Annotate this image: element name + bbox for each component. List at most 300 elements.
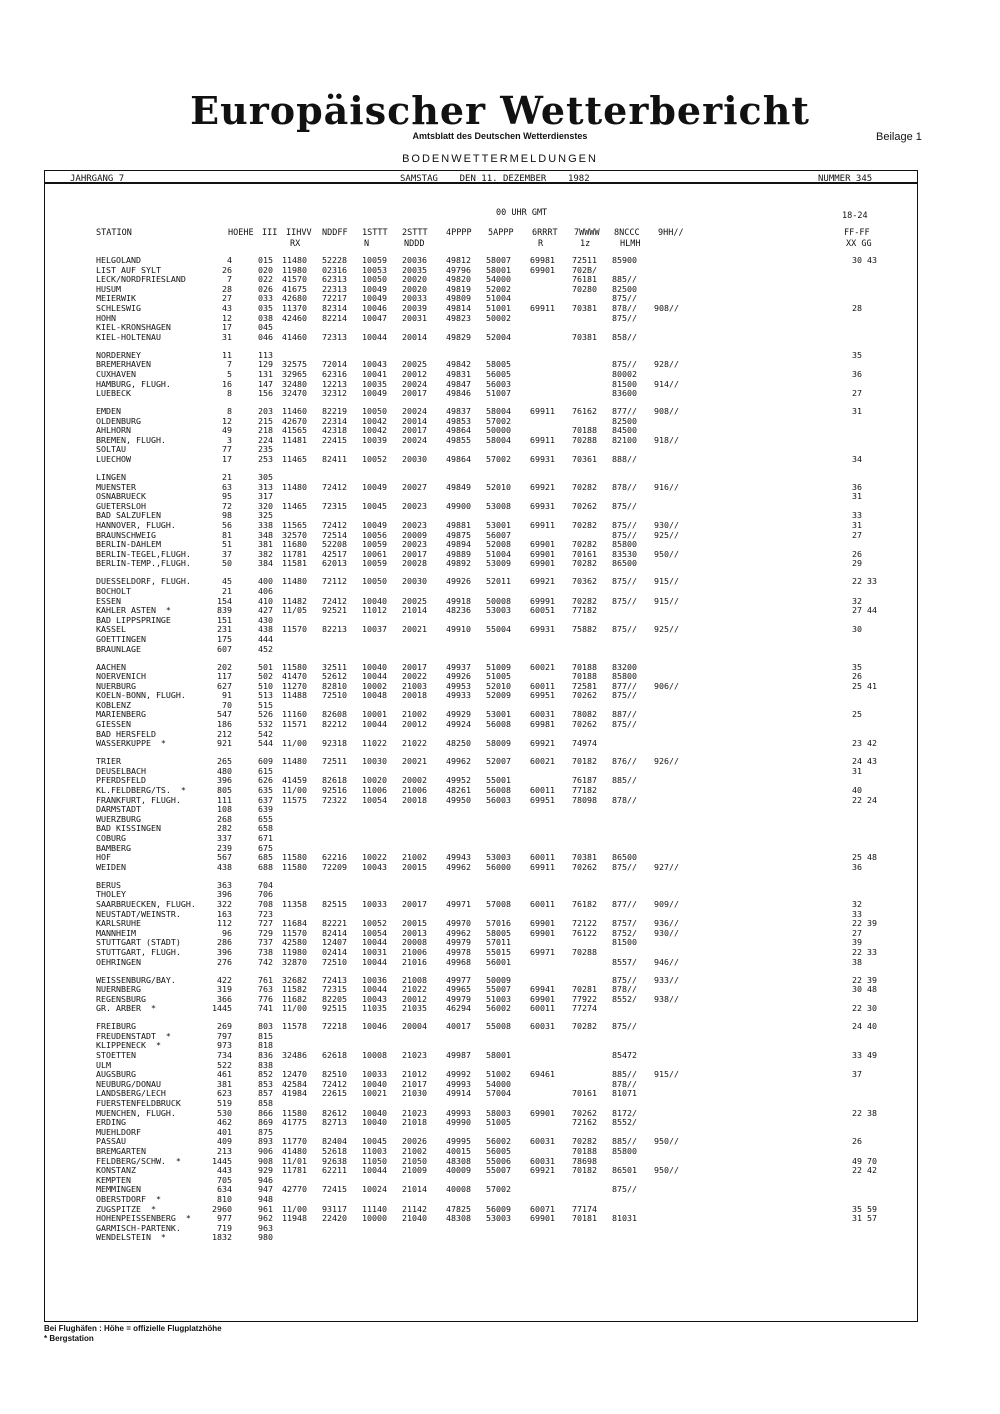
8nccc: 8752/ [612,927,637,938]
8nccc: 85800 [612,539,637,550]
5appp: 53003 [486,1213,511,1224]
6rrrt: 69921 [530,1165,555,1176]
ff-ff: 23 42 [852,738,877,749]
1sttt: 10043 [362,359,387,370]
ff-ff: 39 [852,937,862,948]
ff-ff: 22 33 [852,946,877,957]
2sttt: 20023 [402,539,427,550]
6rrrt: 69901 [530,918,555,929]
height: 401 [217,1126,232,1137]
station-id: 338 [258,520,273,531]
2sttt: 21030 [402,1088,427,1099]
1sttt: 10049 [362,520,387,531]
4pppp: 40015 [446,1145,471,1156]
station-id: 852 [258,1069,273,1080]
station-name: AACHEN [96,661,126,672]
iihvv: 11781 [282,1165,307,1176]
1sttt: 10044 [362,671,387,682]
station-id: 203 [258,406,273,417]
1sttt: 10045 [362,500,387,511]
table-row [96,958,908,968]
7wwww: 70161 [572,1088,597,1099]
5appp: 56000 [486,861,511,872]
height: 8 [227,406,232,417]
4pppp: 49900 [446,500,471,511]
height: 43 [222,302,232,313]
iihvv: 42584 [282,1078,307,1089]
iihvv: 12470 [282,1069,307,1080]
7wwww: 70262 [572,500,597,511]
7wwww: 72511 [572,255,597,265]
2sttt: 21035 [402,1003,427,1014]
station-name: BOCHOLT [96,585,131,596]
5appp: 52009 [486,690,511,701]
4pppp: 49796 [446,264,471,275]
7wwww: 70262 [572,719,597,730]
ff-ff: 35 [852,349,862,360]
nddff: 42318 [322,425,347,436]
table-row [96,691,908,701]
station-id: 639 [258,804,273,815]
6rrrt: 69911 [530,520,555,531]
2sttt: 20033 [402,293,427,304]
7wwww: 70188 [572,671,597,682]
height: 734 [217,1050,232,1061]
station-name: FREUDENSTADT * [96,1030,171,1041]
2sttt: 21006 [402,946,427,957]
station-name: OBERSTDORF * [96,1193,161,1204]
height: 5 [227,368,232,379]
table-row [96,389,908,399]
station-id: 836 [258,1050,273,1061]
7wwww: 70282 [572,481,597,492]
7wwww: 70282 [572,1021,597,1032]
4pppp: 40008 [446,1184,471,1195]
4pppp: 49864 [446,454,471,465]
height: 1832 [212,1232,232,1243]
8nccc: 875// [612,312,637,323]
ff-ff: 27 44 [852,605,877,616]
height: 705 [217,1174,232,1185]
7wwww: 70282 [572,520,597,531]
ff-ff: 22 24 [852,794,877,805]
station-name: BRAUNLAGE [96,643,141,654]
6rrrt: 69911 [530,861,555,872]
iihvv: 11580 [282,852,307,863]
station-id: 513 [258,690,273,701]
station-id: 729 [258,927,273,938]
iihvv: 11270 [282,680,307,691]
height: 269 [217,1021,232,1032]
height: 175 [217,633,232,644]
1sttt: 10033 [362,898,387,909]
nddff: 32511 [322,661,347,672]
iihvv: 11480 [282,255,307,265]
4pppp: 49837 [446,406,471,417]
5appp: 51004 [486,548,511,559]
station-id: 675 [258,842,273,853]
2sttt: 20028 [402,558,427,569]
1sttt: 10044 [362,937,387,948]
8nccc: 82500 [612,283,637,294]
2sttt: 20014 [402,331,427,342]
nddff: 52618 [322,1145,347,1156]
5appp: 52008 [486,539,511,550]
nddff: 82414 [322,927,347,938]
iihvv: 42770 [282,1184,307,1195]
station-name: CUXHAVEN [96,368,136,379]
8nccc: 875// [612,624,637,635]
6rrrt: 69951 [530,794,555,805]
height: 396 [217,946,232,957]
4pppp: 49831 [446,368,471,379]
5appp: 55007 [486,984,511,995]
nddff: 82314 [322,302,347,313]
7wwww: 70288 [572,946,597,957]
col-header-12: FF-FF [844,228,870,238]
iihvv: 42680 [282,293,307,304]
nddff: 22313 [322,283,347,294]
5appp: 58004 [486,434,511,445]
8nccc: 8557/ [612,956,637,967]
ff-ff: 26 [852,548,862,559]
4pppp: 49950 [446,794,471,805]
8nccc: 8757/ [612,918,637,929]
6rrrt: 69931 [530,624,555,635]
nddff: 62013 [322,558,347,569]
station-id: 317 [258,491,273,502]
col-subheader-0: RX [290,239,301,249]
station-name: BAMBERG [96,842,131,853]
iihvv: 11580 [282,861,307,872]
station-id: 908 [258,1155,273,1166]
5appp: 57016 [486,918,511,929]
7wwww: 78082 [572,709,597,720]
8nccc: 876// [612,756,637,767]
station-name: WEISSENBURG/BAY. [96,974,176,985]
station-id: 626 [258,775,273,786]
4pppp: 49926 [446,576,471,587]
iihvv: 11480 [282,481,307,492]
height: 422 [217,974,232,985]
station-id: 818 [258,1040,273,1051]
height: 51 [222,539,232,550]
station-name: LANDSBERG/LECH [96,1088,166,1099]
table-row [96,863,908,873]
ff-ff: 31 57 [852,1213,877,1224]
col-header-0: HOEHE [228,228,254,238]
station-id: 761 [258,974,273,985]
station-id: 427 [258,605,273,616]
iihvv: 11/00 [282,1203,307,1214]
4pppp: 49910 [446,624,471,635]
8nccc: 875// [612,974,637,985]
station-id: 741 [258,1003,273,1014]
height: 366 [217,993,232,1004]
1sttt: 11022 [362,738,387,749]
7wwww: 72581 [572,680,597,691]
9hh: 925// [654,624,679,635]
1sttt: 10050 [362,576,387,587]
station-id: 869 [258,1117,273,1128]
station-id: 020 [258,264,273,275]
station-name: PASSAU [96,1136,126,1147]
9hh: 914// [654,378,679,389]
5appp: 51003 [486,993,511,1004]
nddff: 72412 [322,520,347,531]
nddff: 62313 [322,274,347,285]
1sttt: 10059 [362,539,387,550]
station-id: 980 [258,1232,273,1243]
height: 337 [217,833,232,843]
9hh: 926// [654,756,679,767]
9hh: 950// [654,1165,679,1176]
4pppp: 48308 [446,1213,471,1224]
8nccc: 875// [612,690,637,701]
station-id: 305 [258,472,273,483]
nddff: 82618 [322,775,347,786]
4pppp: 49809 [446,293,471,304]
station-id: 963 [258,1222,273,1233]
station-name: MUENCHEN, FLUGH. [96,1107,176,1118]
col-header-3: NDDFF [322,228,348,238]
height: 1445 [212,1003,232,1014]
station-id: 156 [258,388,273,399]
nddff: 62618 [322,1050,347,1061]
col-header-5: 2STTT [402,228,428,238]
5appp: 58009 [486,738,511,749]
station-id: 658 [258,823,273,834]
station-header: STATION [96,228,132,238]
section-title: BODENWETTERMELDUNGEN [402,153,598,165]
4pppp: 49990 [446,1117,471,1128]
8nccc: 86500 [612,852,637,863]
iihvv: 11582 [282,984,307,995]
nddff: 82510 [322,1069,347,1080]
station-name: DEUSELBACH [96,765,146,776]
station-name: FRANKFURT, FLUGH. [96,794,181,805]
station-name: KEMPTEN [96,1174,131,1185]
station-name: FREIBURG [96,1021,136,1032]
8nccc: 878// [612,1078,637,1089]
iihvv: 11571 [282,719,307,730]
9hh: 915// [654,1069,679,1080]
2sttt: 20023 [402,500,427,511]
4pppp: 49853 [446,415,471,426]
nddff: 12407 [322,937,347,948]
station-name: DARMSTADT [96,804,141,815]
table-row [96,1004,908,1014]
station-name: OSNABRUECK [96,491,146,502]
height: 31 [222,331,232,342]
station-name: WENDELSTEIN * [96,1232,166,1243]
8nccc: 875// [612,595,637,606]
1sttt: 10045 [362,1136,387,1147]
2sttt: 21012 [402,1069,427,1080]
station-id: 723 [258,908,273,919]
station-id: 022 [258,274,273,285]
height: 50 [222,558,232,569]
station-id: 857 [258,1088,273,1099]
height: 17 [222,322,232,333]
7wwww: 70282 [572,539,597,550]
station-id: 348 [258,529,273,540]
1sttt: 10041 [362,368,387,379]
iihvv: 11980 [282,946,307,957]
2sttt: 20004 [402,1021,427,1032]
col-header-10: 8NCCC [614,228,640,238]
5appp: 51002 [486,1069,511,1080]
height: 37 [222,548,232,559]
station-name: SCHLESWIG [96,302,141,313]
1sttt: 10050 [362,406,387,417]
5appp: 52004 [486,331,511,342]
5appp: 58004 [486,406,511,417]
1sttt: 10001 [362,709,387,720]
station-id: 893 [258,1136,273,1147]
station-rows [96,256,908,1243]
1sttt: 10059 [362,558,387,569]
height: 977 [217,1213,232,1224]
7wwww: 78698 [572,1155,597,1166]
4pppp: 49855 [446,434,471,445]
station-id: 737 [258,937,273,948]
station-name: KASSEL [96,624,126,635]
6rrrt: 69901 [530,539,555,550]
1sttt: 10002 [362,680,387,691]
6rrrt: 60011 [530,852,555,863]
9hh: 930// [654,520,679,531]
6rrrt: 60011 [530,898,555,909]
station-name: KL.FELDBERG/TS. * [96,785,186,796]
iihvv: 11460 [282,406,307,417]
1sttt: 10044 [362,956,387,967]
2sttt: 21023 [402,1050,427,1061]
iihvv: 11465 [282,500,307,511]
8nccc: 878// [612,302,637,313]
nddff: 62316 [322,368,347,379]
8nccc: 858// [612,331,637,342]
height: 108 [217,804,232,815]
station-id: 532 [258,719,273,730]
6rrrt: 69981 [530,719,555,730]
station-name: NEUBURG/DONAU [96,1078,161,1089]
7wwww: 70282 [572,595,597,606]
4pppp: 49971 [446,898,471,909]
station-name: MUEHLDORF [96,1126,141,1137]
nddff: 72510 [322,690,347,701]
station-name: NORDERNEY [96,349,141,360]
nddff: 92318 [322,738,347,749]
2sttt: 21009 [402,1165,427,1176]
8nccc: 80002 [612,368,637,379]
8nccc: 85472 [612,1050,637,1061]
iihvv: 11684 [282,918,307,929]
nddff: 92516 [322,785,347,796]
station-name: EMDEN [96,406,121,417]
1sttt: 10040 [362,595,387,606]
height: 461 [217,1069,232,1080]
8nccc: 877// [612,898,637,909]
station-name: WEIDEN [96,861,126,872]
7wwww: 76182 [572,898,597,909]
ff-ff: 29 [852,558,862,569]
5appp: 56002 [486,1136,511,1147]
iihvv: 32682 [282,974,307,985]
1sttt: 10040 [362,1107,387,1118]
station-name: KIEL-KRONSHAGEN [96,322,171,333]
2sttt: 20027 [402,481,427,492]
height: 547 [217,709,232,720]
9hh: 930// [654,927,679,938]
8nccc: 86500 [612,558,637,569]
col-subheader-5: HLMH [620,239,641,249]
station-name: BREMGARTEN [96,1145,146,1156]
9hh: 916// [654,481,679,492]
station-name: ULM [96,1059,111,1070]
8nccc: 887// [612,709,637,720]
8nccc: 81500 [612,378,637,389]
4pppp: 49987 [446,1050,471,1061]
iihvv: 11575 [282,794,307,805]
5appp: 53001 [486,520,511,531]
5appp: 58001 [486,1050,511,1061]
4pppp: 49952 [446,775,471,786]
5appp: 58003 [486,1107,511,1118]
ff-ff: 31 [852,406,862,417]
1sttt: 10044 [362,719,387,730]
height: 396 [217,889,232,900]
2sttt: 20009 [402,529,427,540]
station-id: 510 [258,680,273,691]
2sttt: 20017 [402,548,427,559]
iihvv: 11980 [282,264,307,275]
height: 70 [222,699,232,710]
station-name: AHLHORN [96,425,131,436]
2sttt: 20039 [402,302,427,313]
5appp: 56008 [486,785,511,796]
4pppp: 49933 [446,690,471,701]
5appp: 53003 [486,605,511,616]
height: 797 [217,1030,232,1041]
1sttt: 10046 [362,302,387,313]
ff-ff: 38 [852,956,862,967]
8nccc: 875// [612,359,637,370]
station-name: NUERBURG [96,680,136,691]
iihvv: 41459 [282,775,307,786]
station-id: 452 [258,643,273,654]
col-header-9: 7WWWW [574,228,600,238]
station-id: 838 [258,1059,273,1070]
height: 154 [217,595,232,606]
iihvv: 41480 [282,1145,307,1156]
2sttt: 20018 [402,690,427,701]
4pppp: 49926 [446,671,471,682]
height: 2960 [212,1203,232,1214]
ff-ff: 22 42 [852,1165,877,1176]
7wwww: 70362 [572,576,597,587]
6rrrt: 60021 [530,756,555,767]
1sttt: 10044 [362,1165,387,1176]
height: 7 [227,359,232,370]
height: 443 [217,1165,232,1176]
station-id: 046 [258,331,273,342]
iihvv: 11358 [282,898,307,909]
station-id: 875 [258,1126,273,1137]
station-id: 381 [258,539,273,550]
nddff: 82219 [322,406,347,417]
6rrrt: 69901 [530,927,555,938]
